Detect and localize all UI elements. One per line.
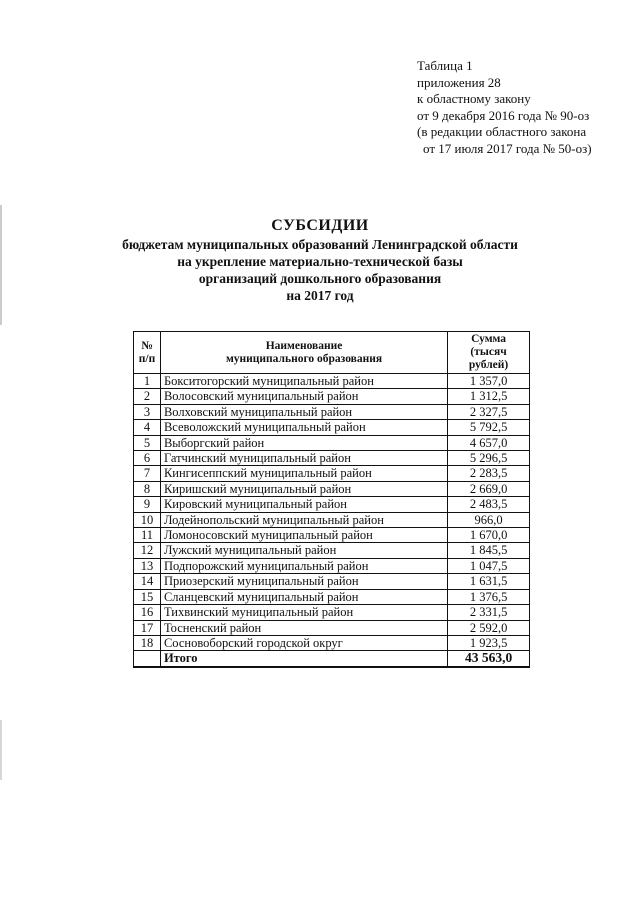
title-main: СУБСИДИИ xyxy=(271,217,369,234)
row-name: Приозерский муниципальный район xyxy=(160,574,447,589)
row-name: Тосненский район xyxy=(160,620,447,635)
row-name: Гатчинский муниципальный район xyxy=(160,451,447,466)
header-name-line: Наименование xyxy=(265,339,343,352)
row-sum: 2 283,5 xyxy=(448,466,530,481)
header-number-line: № xyxy=(141,339,153,352)
total-number xyxy=(134,651,161,667)
row-number: 6 xyxy=(134,451,161,466)
header-number xyxy=(134,332,161,374)
row-sum: 1 923,5 xyxy=(448,635,530,650)
row-sum: 1 047,5 xyxy=(448,558,530,573)
row-sum: 1 376,5 xyxy=(448,589,530,604)
appendix-line: приложения 28 xyxy=(417,74,501,90)
scan-edge-mark xyxy=(0,720,2,780)
row-name: Волховский муниципальный район xyxy=(160,404,447,419)
title-line: на укрепление материально-технической базы xyxy=(177,254,463,269)
table-row xyxy=(134,466,530,481)
table-row xyxy=(134,620,530,635)
appendix-reference xyxy=(417,58,592,157)
row-number: 11 xyxy=(134,528,161,543)
row-sum: 1 670,0 xyxy=(448,528,530,543)
row-number: 18 xyxy=(134,635,161,650)
row-name: Киришский муниципальный район xyxy=(160,481,447,496)
table-row xyxy=(134,389,530,404)
table-row xyxy=(134,512,530,527)
row-number: 4 xyxy=(134,420,161,435)
row-number: 1 xyxy=(134,374,161,389)
row-sum: 2 483,5 xyxy=(448,497,530,512)
row-number: 3 xyxy=(134,404,161,419)
appendix-line: к областному закону xyxy=(417,91,531,106)
table-row xyxy=(134,404,530,419)
row-number: 13 xyxy=(134,558,161,573)
appendix-line: Таблица 1 xyxy=(417,58,473,73)
row-sum: 966,0 xyxy=(448,512,530,527)
appendix-line: от 9 декабря 2016 года № 90-оз xyxy=(417,107,590,123)
row-sum: 1 357,0 xyxy=(448,374,530,389)
row-name: Бокситогорский муниципальный район xyxy=(160,374,447,389)
row-number: 17 xyxy=(134,620,161,635)
row-number: 9 xyxy=(134,497,161,512)
row-name: Сланцевский муниципальный район xyxy=(160,589,447,604)
row-number: 15 xyxy=(134,589,161,604)
row-sum: 1 631,5 xyxy=(448,574,530,589)
table-row xyxy=(134,605,530,620)
row-number: 8 xyxy=(134,481,161,496)
row-number: 14 xyxy=(134,574,161,589)
row-sum: 5 296,5 xyxy=(448,451,530,466)
row-number: 2 xyxy=(134,389,161,404)
row-name: Всеволожский муниципальный район xyxy=(160,420,447,435)
row-sum: 5 792,5 xyxy=(448,420,530,435)
table-row xyxy=(134,558,530,573)
row-sum: 4 657,0 xyxy=(448,435,530,450)
subsidies-table xyxy=(133,331,530,668)
row-number: 10 xyxy=(134,512,161,527)
table-row xyxy=(134,528,530,543)
title-line: бюджетам муниципальных образований Ленинградской области xyxy=(122,237,518,252)
row-number: 5 xyxy=(134,435,161,450)
table-row xyxy=(134,374,530,389)
total-label: Итого xyxy=(160,651,447,667)
total-row xyxy=(134,651,530,667)
row-name: Сосновоборский городской округ xyxy=(160,635,447,650)
row-sum: 2 669,0 xyxy=(448,481,530,496)
header-name xyxy=(160,332,447,374)
header-name-line: муниципального образования xyxy=(225,352,383,365)
table-row xyxy=(134,574,530,589)
table-row xyxy=(134,497,530,512)
row-number: 7 xyxy=(134,466,161,481)
row-name: Лужский муниципальный район xyxy=(160,543,447,558)
row-name: Волосовский муниципальный район xyxy=(160,389,447,404)
table-row xyxy=(134,543,530,558)
row-name: Подпорожский муниципальный район xyxy=(160,558,447,573)
row-number: 12 xyxy=(134,543,161,558)
row-sum: 2 331,5 xyxy=(448,605,530,620)
row-name: Тихвинский муниципальный район xyxy=(160,605,447,620)
appendix-line: (в редакции областного закона xyxy=(417,124,587,139)
header-sum-line: Сумма xyxy=(471,333,507,345)
title-line: на 2017 год xyxy=(286,288,354,303)
total-sum: 43 563,0 xyxy=(448,651,530,667)
title-line: организаций дошкольного образования xyxy=(198,271,442,286)
row-sum: 1 312,5 xyxy=(448,389,530,404)
row-name: Кингисеппский муниципальный район xyxy=(160,466,447,481)
row-sum: 2 327,5 xyxy=(448,404,530,419)
table-header-row xyxy=(134,332,530,374)
row-name: Лодейнопольский муниципальный район xyxy=(160,512,447,527)
row-number: 16 xyxy=(134,605,161,620)
row-sum: 1 845,5 xyxy=(448,543,530,558)
table-row xyxy=(134,635,530,650)
row-name: Кировский муниципальный район xyxy=(160,497,447,512)
row-name: Ломоносовский муниципальный район xyxy=(160,528,447,543)
document-title xyxy=(0,216,640,304)
row-sum: 2 592,0 xyxy=(448,620,530,635)
table-row xyxy=(134,435,530,450)
row-name: Выборгский район xyxy=(160,435,447,450)
table-row xyxy=(134,481,530,496)
header-number-line: п/п xyxy=(138,352,156,365)
table-row xyxy=(134,420,530,435)
table-row xyxy=(134,589,530,604)
header-sum-line: (тысяч рублей) xyxy=(468,346,509,371)
table-row xyxy=(134,451,530,466)
header-sum xyxy=(448,332,530,374)
appendix-line: от 17 июля 2017 года № 50-оз) xyxy=(423,140,592,156)
